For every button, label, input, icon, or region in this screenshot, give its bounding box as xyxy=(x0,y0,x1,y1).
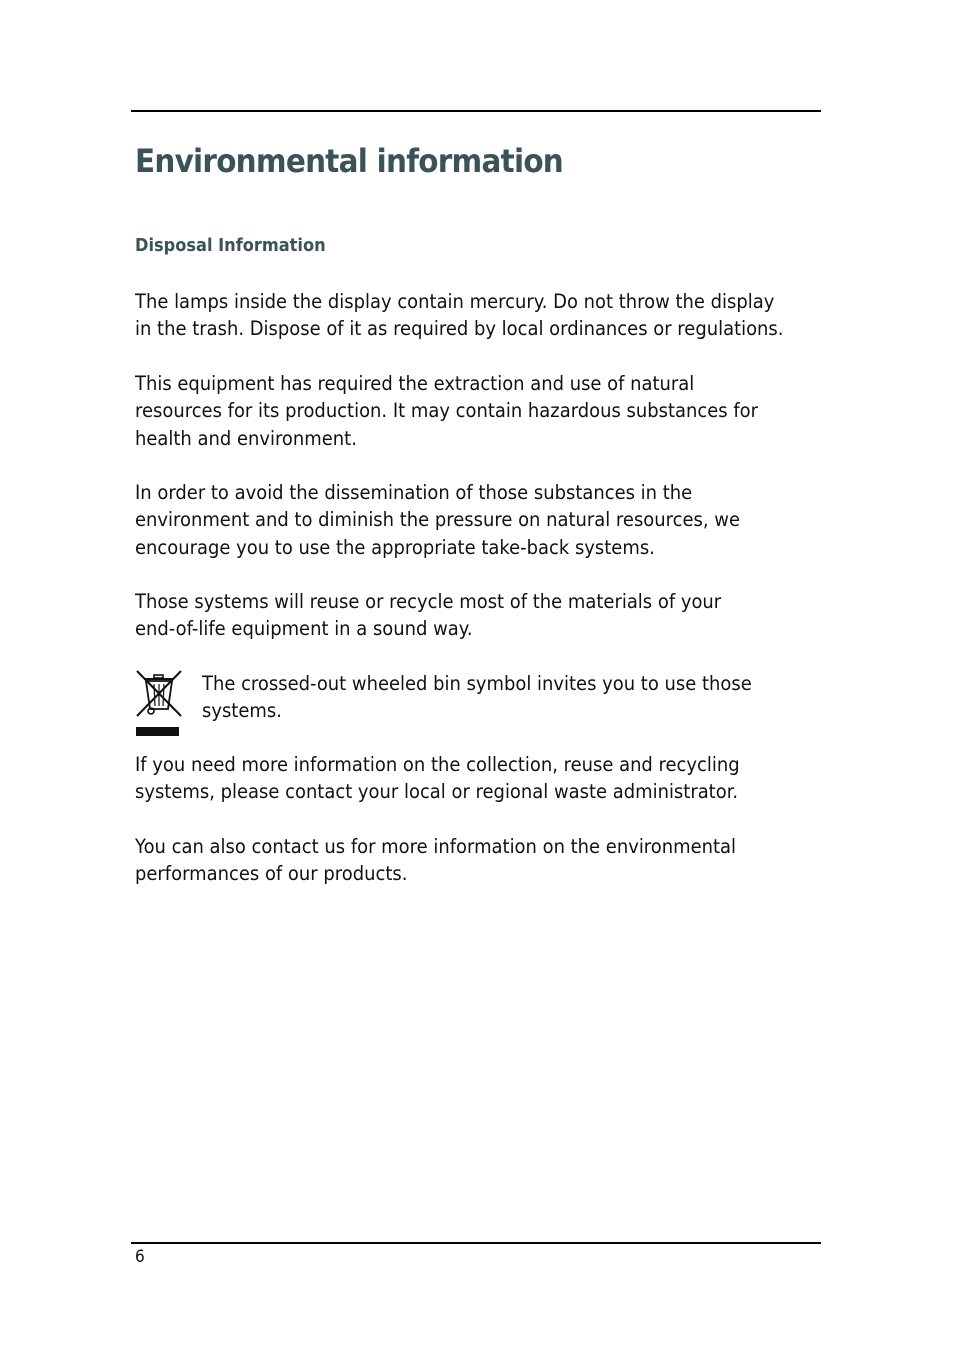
paragraph-line: performances of our products. xyxy=(135,862,408,886)
paragraph-line: This equipment has required the extraction and use of natural xyxy=(135,372,695,395)
page-number: 6 xyxy=(135,1247,145,1267)
paragraph-line: The lamps inside the display contain mercury. Do not throw the display xyxy=(135,290,775,313)
paragraph-line: The crossed-out wheeled bin symbol invites you to use those xyxy=(202,672,752,695)
crossed-out-wheeled-bin-icon xyxy=(135,669,183,739)
paragraph-line: If you need more information on the collection, reuse and recycling xyxy=(135,753,740,776)
paragraph-mercury xyxy=(135,288,816,343)
paragraph-line: systems, please contact your local or regional waste administrator. xyxy=(135,780,739,804)
paragraph-bin-symbol xyxy=(202,670,809,725)
paragraph-line: encourage you to use the appropriate take-back systems. xyxy=(135,535,655,559)
paragraph-line: environment and to diminish the pressure on natural resources, we xyxy=(135,508,741,532)
page-title: Environmental information xyxy=(135,142,564,180)
bottom-rule xyxy=(131,1242,821,1244)
paragraph-line: In order to avoid the dissemination of those substances in the xyxy=(135,481,693,504)
paragraph-line: health and environment. xyxy=(135,426,357,450)
top-rule xyxy=(131,110,821,112)
paragraph-more-information xyxy=(135,751,816,806)
paragraph-line: Those systems will reuse or recycle most of the materials of your xyxy=(135,590,722,613)
paragraph-natural-resources xyxy=(135,370,816,452)
paragraph-line: in the trash. Dispose of it as required by local ordinances or regulations. xyxy=(135,317,784,341)
paragraph-reuse-recycle xyxy=(135,588,816,643)
section-heading: Disposal Information xyxy=(135,235,326,256)
paragraph-line: end-of-life equipment in a sound way. xyxy=(135,617,473,641)
paragraph-line: You can also contact us for more information on the environmental xyxy=(135,835,737,858)
paragraph-dissemination xyxy=(135,479,816,561)
paragraph-line: resources for its production. It may contain hazardous substances for xyxy=(135,399,759,423)
paragraph-line: systems. xyxy=(202,699,282,723)
paragraph-contact-us xyxy=(135,833,816,888)
